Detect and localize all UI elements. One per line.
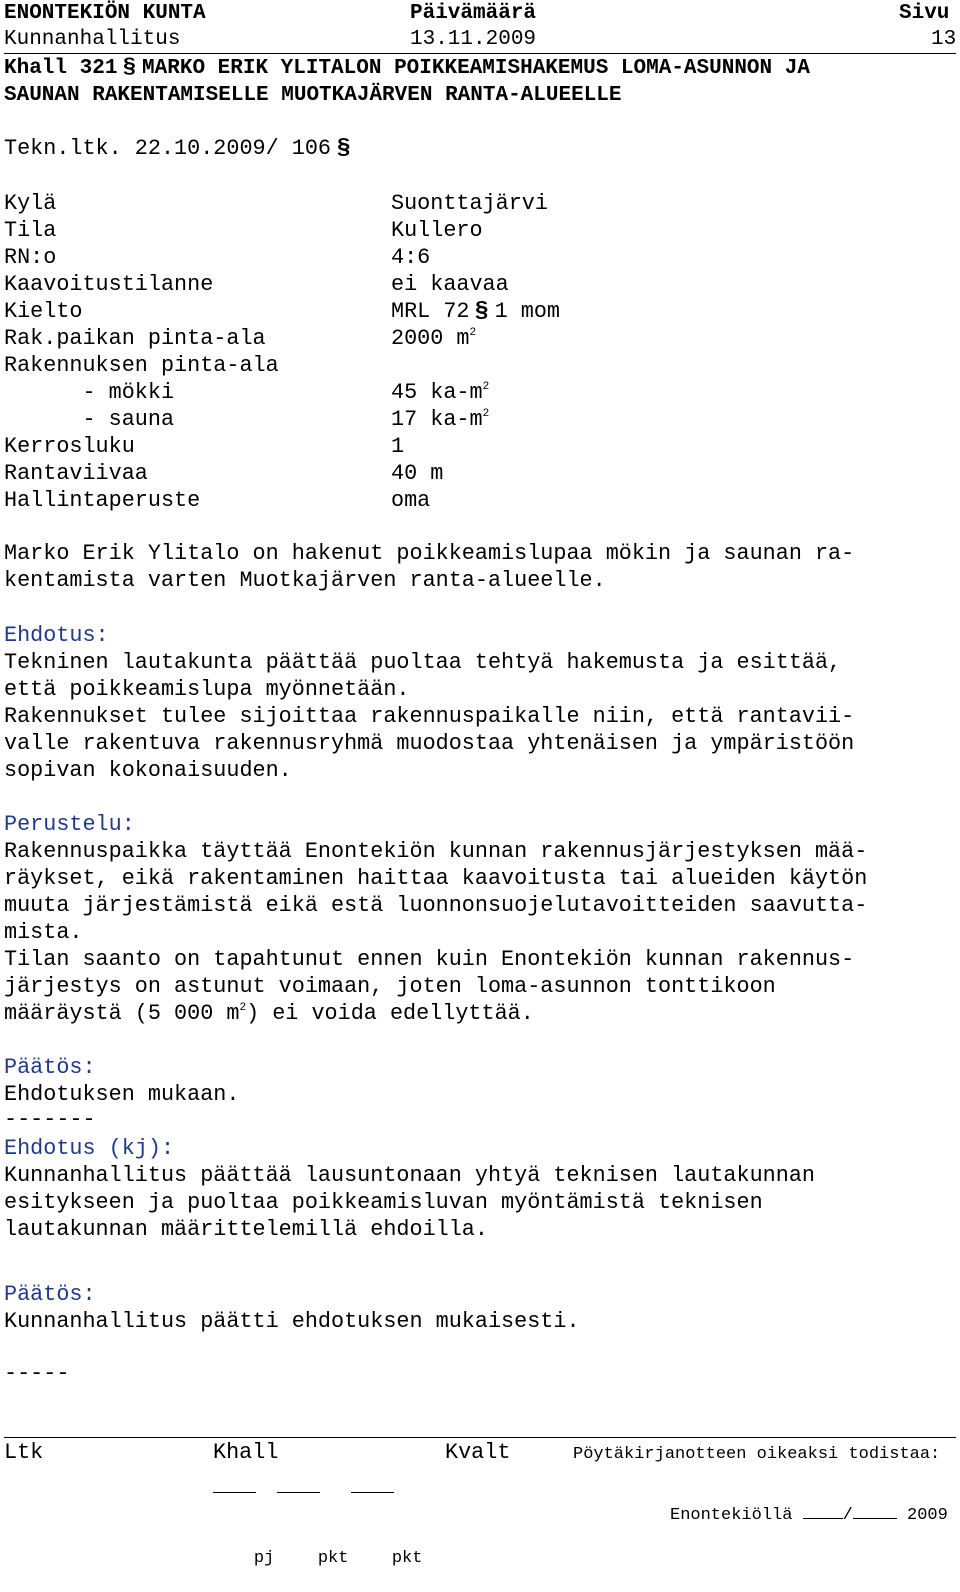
body-name: Kunnanhallitus: [4, 28, 181, 51]
section-sign-icon: §: [336, 136, 351, 161]
reasoning-text: ) ei voida edellyttää.: [246, 1001, 534, 1026]
reasoning-line-last: [4, 1000, 534, 1027]
detail-value: [391, 487, 430, 514]
item-number: Khall 321: [4, 57, 118, 80]
detail-label: Rak.paikan pinta-ala: [4, 326, 266, 351]
detail-value-suffix: 1 mom: [494, 299, 560, 324]
detail-value-text: 17 ka-m: [391, 407, 483, 432]
detail-value-text: 45 ka-m: [391, 380, 483, 405]
signature-line: [351, 1492, 394, 1493]
signature-line: [277, 1492, 320, 1493]
detail-value-text: ei kaavaa: [391, 272, 509, 297]
reasoning-line: räykset, eikä rakentaminen haittaa kaavoitusta tai alueiden käytön: [4, 866, 868, 891]
decision-text: Kunnanhallitus päätti ehdotuksen mukaisesti.: [4, 1309, 580, 1334]
detail-value-text: Kullero: [391, 218, 483, 243]
item-title-line2: SAUNAN RAKENTAMISELLE MUOTKAJÄRVEN RANTA-ALUEELLE: [4, 84, 622, 107]
decision-heading: Päätös:: [4, 1055, 96, 1080]
proposal-heading: Ehdotus:: [4, 623, 109, 648]
reasoning-line: muuta järjestämistä eikä estä luonnonsuojelutavoitteiden saavutta-: [4, 893, 868, 918]
reasoning-line: mista.: [4, 920, 83, 945]
reasoning-line: järjestys on astunut voimaan, joten loma-asunnon tonttikoon: [4, 974, 776, 999]
detail-label: Tila: [4, 218, 57, 243]
signature-line: [213, 1492, 256, 1493]
place-label: Enontekiöllä: [670, 1506, 793, 1525]
detail-value-text: MRL 72: [391, 299, 470, 324]
page-number: 13: [931, 28, 957, 51]
proposal-line: Tekninen lautakunta päättää puoltaa tehtyä hakemusta ja esittää,: [4, 650, 842, 675]
footer-divider: [4, 1437, 956, 1438]
date-label: Päivämäärä: [410, 2, 537, 25]
detail-value: [391, 325, 476, 352]
detail-value-text: 1: [391, 434, 405, 459]
month-blank: [853, 1504, 897, 1519]
detail-value-text: 2000 m: [391, 326, 470, 351]
detail-value-text: Suonttajärvi: [391, 191, 548, 216]
proposal-line: sopivan kokonaisuuden.: [4, 758, 292, 783]
detail-value: [391, 433, 404, 460]
proposal-kj-line: Kunnanhallitus päättää lausuntonaan yhtyä teknisen lautakunnan: [4, 1163, 815, 1188]
footer-ltk: Ltk: [4, 1440, 44, 1465]
item-title: [4, 55, 810, 82]
year-label: 2009: [907, 1506, 948, 1525]
separator: -----: [4, 1361, 70, 1386]
intro-line-2: kentamista varten Muotkajärven ranta-alueelle.: [4, 568, 606, 593]
superscript: 2: [482, 408, 490, 420]
header-divider: [4, 53, 956, 54]
detail-label: Rakennuksen pinta-ala: [4, 353, 279, 378]
reasoning-line: Tilan saanto on tapahtunut ennen kuin Enontekiön kunnan rakennus-: [4, 947, 855, 972]
detail-value: [391, 379, 489, 406]
reasoning-line: Rakennuspaikka täyttää Enontekiön kunnan rakennusjärjestyksen mää-: [4, 839, 868, 864]
detail-label: Kerrosluku: [4, 434, 135, 459]
proposal-kj-line: esitykseen ja puoltaa poikkeamisluvan myöntämistä teknisen: [4, 1190, 763, 1215]
proposal-line: että poikkeamislupa myönnetään.: [4, 677, 410, 702]
proposal-line: Rakennukset tulee sijoittaa rakennuspaikalle niin, että rantavii-: [4, 704, 855, 729]
reference-text: Tekn.ltk. 22.10.2009/ 106: [4, 136, 332, 161]
detail-value: [391, 190, 548, 217]
footer-place-date: [670, 1504, 948, 1527]
pkt-label: pkt: [317, 1549, 349, 1568]
proposal-line: valle rakentuva rakennusryhmä muodostaa yhtenäisen ja ympäristöön: [4, 731, 855, 756]
detail-label: RN:o: [4, 245, 57, 270]
detail-value: [391, 244, 430, 271]
footer-pj: [213, 1504, 274, 1592]
reference: [4, 135, 356, 162]
page-label: Sivu: [899, 2, 950, 25]
superscript: 2: [239, 1002, 247, 1014]
detail-value-text: 4:6: [391, 245, 431, 270]
detail-label: Kaavoitustilanne: [4, 272, 214, 297]
detail-value: [391, 217, 483, 244]
footer-pkt1: [277, 1504, 348, 1592]
proposal-kj-heading: Ehdotus (kj):: [4, 1136, 175, 1161]
detail-value: [391, 460, 443, 487]
proposal-kj-line: lautakunnan määrittelemillä ehdoilla.: [4, 1217, 488, 1242]
org-name: ENONTEKIÖN KUNTA: [4, 2, 206, 25]
reasoning-text: määräystä (5 000 m: [4, 1001, 240, 1026]
detail-value: [391, 271, 509, 298]
pkt-label: pkt: [391, 1549, 423, 1568]
detail-label: Kylä: [4, 191, 57, 216]
detail-value: [391, 298, 560, 325]
reasoning-heading: Perustelu:: [4, 812, 135, 837]
superscript: 2: [482, 381, 490, 393]
footer-khall: Khall: [213, 1440, 279, 1465]
section-sign-icon: §: [474, 299, 490, 324]
detail-label: - mökki: [4, 380, 175, 405]
date-slash: /: [842, 1506, 853, 1525]
footer-kvalt: Kvalt: [445, 1440, 511, 1465]
footer-pkt2: [351, 1504, 422, 1592]
detail-label: Rantaviivaa: [4, 461, 148, 486]
superscript: 2: [469, 327, 477, 339]
footer-certify: Pöytäkirjanotteen oikeaksi todistaa:: [573, 1445, 941, 1464]
separator: -------: [4, 1107, 96, 1132]
pj-label: pj: [253, 1549, 275, 1568]
intro-line-1: Marko Erik Ylitalo on hakenut poikkeamislupaa mökin ja saunan ra-: [4, 541, 855, 566]
meeting-date: 13.11.2009: [410, 28, 537, 51]
decision-heading: Päätös:: [4, 1282, 96, 1307]
detail-label: - sauna: [4, 407, 175, 432]
decision-text: Ehdotuksen mukaan.: [4, 1082, 240, 1107]
day-blank: [803, 1504, 843, 1519]
detail-value-text: oma: [391, 488, 431, 513]
item-title-line1: MARKO ERIK YLITALON POIKKEAMISHAKEMUS LOMA-ASUNNON JA: [142, 57, 810, 80]
detail-value-text: 40 m: [391, 461, 444, 486]
detail-label: Kielto: [4, 299, 83, 324]
detail-value: [391, 406, 489, 433]
detail-label: Hallintaperuste: [4, 488, 201, 513]
section-sign-icon: §: [122, 57, 137, 80]
